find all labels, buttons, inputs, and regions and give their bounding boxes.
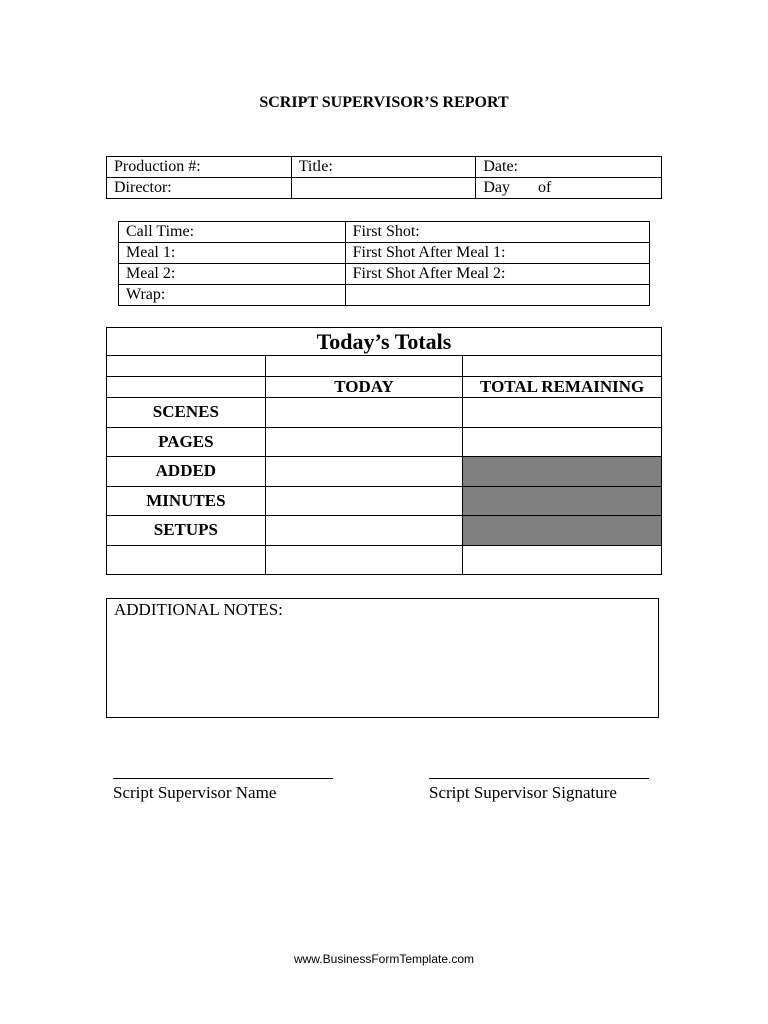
- added-today-cell[interactable]: [265, 457, 463, 487]
- first-shot-after-meal2-field[interactable]: First Shot After Meal 2:: [345, 264, 649, 285]
- minutes-remaining-shaded-cell: [463, 486, 662, 516]
- blank-cell: [265, 356, 463, 377]
- production-number-field[interactable]: Production #:: [107, 157, 292, 178]
- meal2-field[interactable]: Meal 2:: [119, 264, 346, 285]
- totals-heading: Today’s Totals: [107, 328, 662, 356]
- total-remaining-column-header: TOTAL REMAINING: [463, 377, 662, 398]
- call-time-field[interactable]: Call Time:: [119, 222, 346, 243]
- blank-cell[interactable]: [265, 545, 463, 575]
- supervisor-name-label: Script Supervisor Name: [113, 783, 277, 802]
- supervisor-name-line[interactable]: [113, 778, 333, 779]
- pages-row-label: PAGES: [107, 427, 266, 457]
- blank-cell[interactable]: [291, 178, 476, 199]
- of-label: of: [538, 179, 552, 196]
- scenes-remaining-cell[interactable]: [463, 398, 662, 428]
- first-shot-field[interactable]: First Shot:: [345, 222, 649, 243]
- blank-cell: [107, 377, 266, 398]
- blank-cell: [107, 356, 266, 377]
- supervisor-signature-line[interactable]: [429, 778, 649, 779]
- schedule-times-table: [118, 221, 650, 306]
- blank-cell[interactable]: [107, 545, 266, 575]
- production-info-table: [106, 156, 662, 199]
- added-row-label: ADDED: [107, 457, 266, 487]
- supervisor-signature-label: Script Supervisor Signature: [429, 783, 617, 802]
- pages-remaining-cell[interactable]: [463, 427, 662, 457]
- scenes-today-cell[interactable]: [265, 398, 463, 428]
- scenes-row-label: SCENES: [107, 398, 266, 428]
- additional-notes-label: ADDITIONAL NOTES:: [114, 600, 283, 619]
- blank-cell[interactable]: [345, 285, 649, 306]
- meal1-field[interactable]: Meal 1:: [119, 243, 346, 264]
- report-title: SCRIPT SUPERVISOR’S REPORT: [259, 94, 509, 111]
- setups-row-label: SETUPS: [107, 516, 266, 546]
- director-field[interactable]: Director:: [107, 178, 292, 199]
- pages-today-cell[interactable]: [265, 427, 463, 457]
- title-field[interactable]: Title:: [291, 157, 476, 178]
- first-shot-after-meal1-field[interactable]: First Shot After Meal 1:: [345, 243, 649, 264]
- today-column-header: TODAY: [265, 377, 463, 398]
- wrap-field[interactable]: Wrap:: [119, 285, 346, 306]
- day-of-field[interactable]: [476, 178, 662, 199]
- footer-website: www.BusinessFormTemplate.com: [293, 952, 475, 966]
- setups-today-cell[interactable]: [265, 516, 463, 546]
- additional-notes-box[interactable]: [106, 598, 659, 718]
- blank-cell[interactable]: [463, 545, 662, 575]
- minutes-today-cell[interactable]: [265, 486, 463, 516]
- added-remaining-shaded-cell: [463, 457, 662, 487]
- day-label: Day: [483, 179, 510, 196]
- date-field[interactable]: Date:: [476, 157, 662, 178]
- setups-remaining-shaded-cell: [463, 516, 662, 546]
- blank-cell: [463, 356, 662, 377]
- todays-totals-table: [106, 327, 662, 575]
- minutes-row-label: MINUTES: [107, 486, 266, 516]
